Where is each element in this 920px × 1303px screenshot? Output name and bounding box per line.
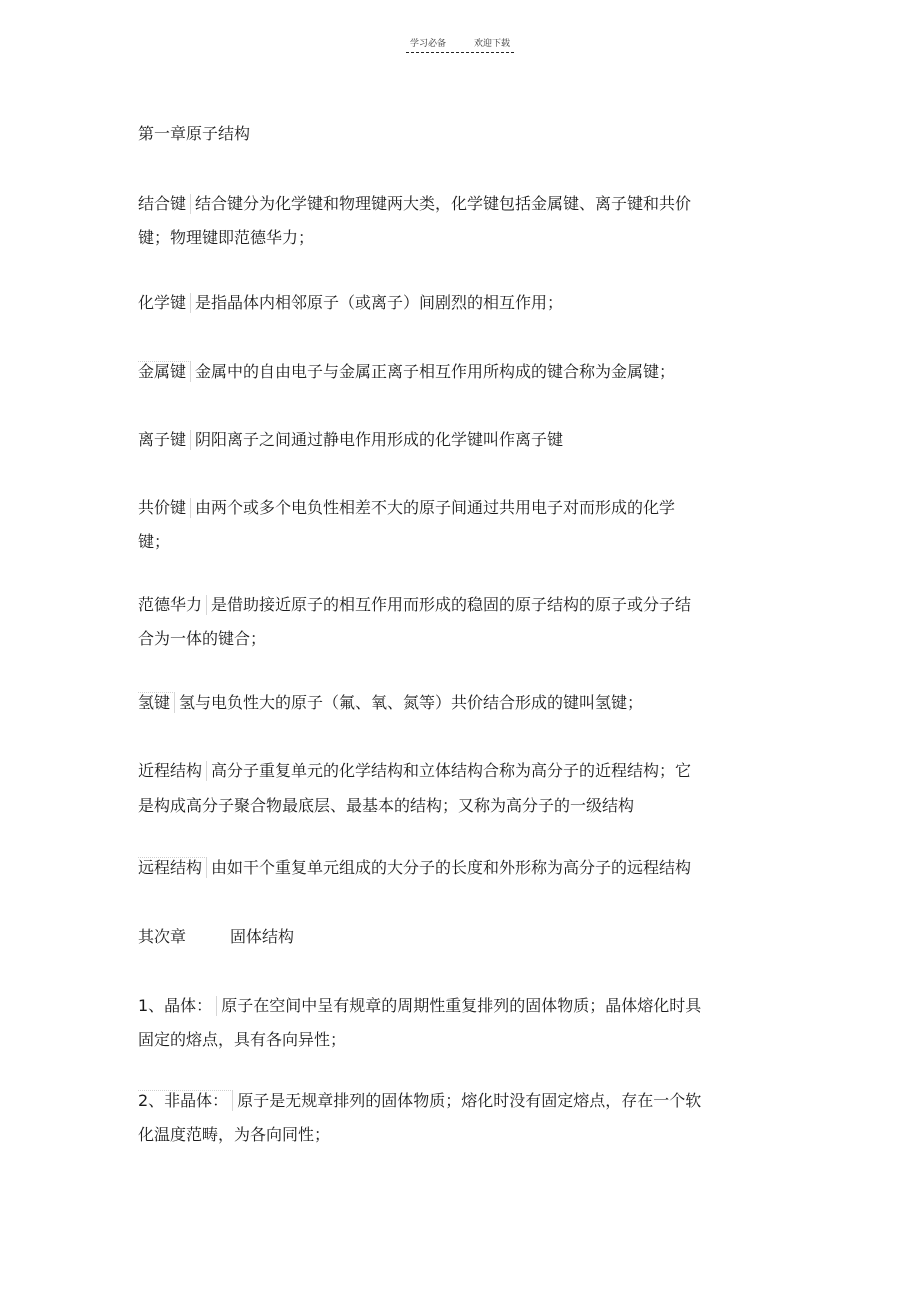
entry-term: 范德华力: [138, 595, 207, 615]
entry-text: 原子在空间中呈有规章的周期性重复排列的固体物质；晶体熔化时具: [221, 996, 702, 1015]
entry-line: [138, 996, 701, 1016]
entry-line: [138, 692, 643, 713]
entry-text: 结合键分为化学键和物理键两大类，化学键包括金属键、离子键和共价: [195, 194, 692, 213]
header-left-text: 学习必备: [409, 39, 446, 49]
entry-text-cont: 合为一体的键合；: [138, 629, 267, 648]
header-divider: [406, 52, 514, 53]
entry-text: 是指晶体内相邻原子（或离子）间剧烈的相互作用；: [195, 293, 564, 312]
entry-line: [138, 498, 675, 518]
entry-term: 结合键: [138, 194, 191, 214]
entry-term: 1、晶体：: [138, 996, 217, 1016]
entry-line: [138, 293, 563, 313]
header-right-text: 欢迎下载: [474, 39, 511, 49]
entry-line: [138, 361, 675, 382]
chapter2-title-text: 固体结构: [230, 927, 295, 946]
entry-line: [138, 194, 691, 214]
entry-line: [138, 857, 691, 878]
entry-line: [138, 430, 563, 450]
entry-term: 2、非晶体：: [138, 1090, 233, 1111]
entry-text: 由两个或多个电负性相差不大的原子间通过共用电子对而形成的化学: [195, 498, 676, 517]
entry-text: 高分子重复单元的化学结构和立体结构合称为高分子的近程结构；它: [211, 761, 692, 780]
entry-text-cont: 化温度范畴，为各向同性；: [138, 1125, 331, 1144]
entry-line: [138, 595, 691, 615]
entry-text: 原子是无规章排列的固体物质；熔化时没有固定熔点，存在一个软: [237, 1091, 702, 1110]
entry-line: [138, 761, 691, 781]
entry-term: 离子键: [138, 430, 191, 450]
entry-text: 是借助接近原子的相互作用而形成的稳固的原子结构的原子或分子结: [211, 595, 692, 614]
entry-text: 阴阳离子之间通过静电作用形成的化学键叫作离子键: [195, 430, 564, 449]
entry-term: 远程结构: [138, 857, 207, 878]
entry-text: 氢与电负性大的原子（氟、氧、氮等）共价结合形成的键叫氢键；: [179, 693, 644, 712]
chapter1-title: 第一章原子结构: [138, 124, 251, 143]
entry-text-cont: 键；物理键即范德华力；: [138, 228, 315, 247]
entry-text-cont: 键；: [138, 532, 171, 551]
entry-term: 金属键: [138, 361, 191, 382]
entry-term: 氢键: [138, 692, 175, 713]
entry-text-cont: 是构成高分子聚合物最底层、最基本的结构；又称为高分子的一级结构: [138, 796, 635, 815]
chapter2-title: [138, 927, 294, 947]
entry-line: [138, 1090, 701, 1111]
entry-text: 由如干个重复单元组成的大分子的长度和外形称为高分子的远程结构: [211, 858, 692, 877]
chapter2-label: 其次章: [138, 927, 187, 946]
entry-term: 共价键: [138, 498, 191, 518]
entry-term: 化学键: [138, 293, 191, 313]
entry-text-cont: 固定的熔点，具有各向异性；: [138, 1030, 347, 1049]
page-header: [0, 36, 920, 49]
entry-term: 近程结构: [138, 761, 207, 781]
entry-text: 金属中的自由电子与金属正离子相互作用所构成的键合称为金属键；: [195, 362, 676, 381]
